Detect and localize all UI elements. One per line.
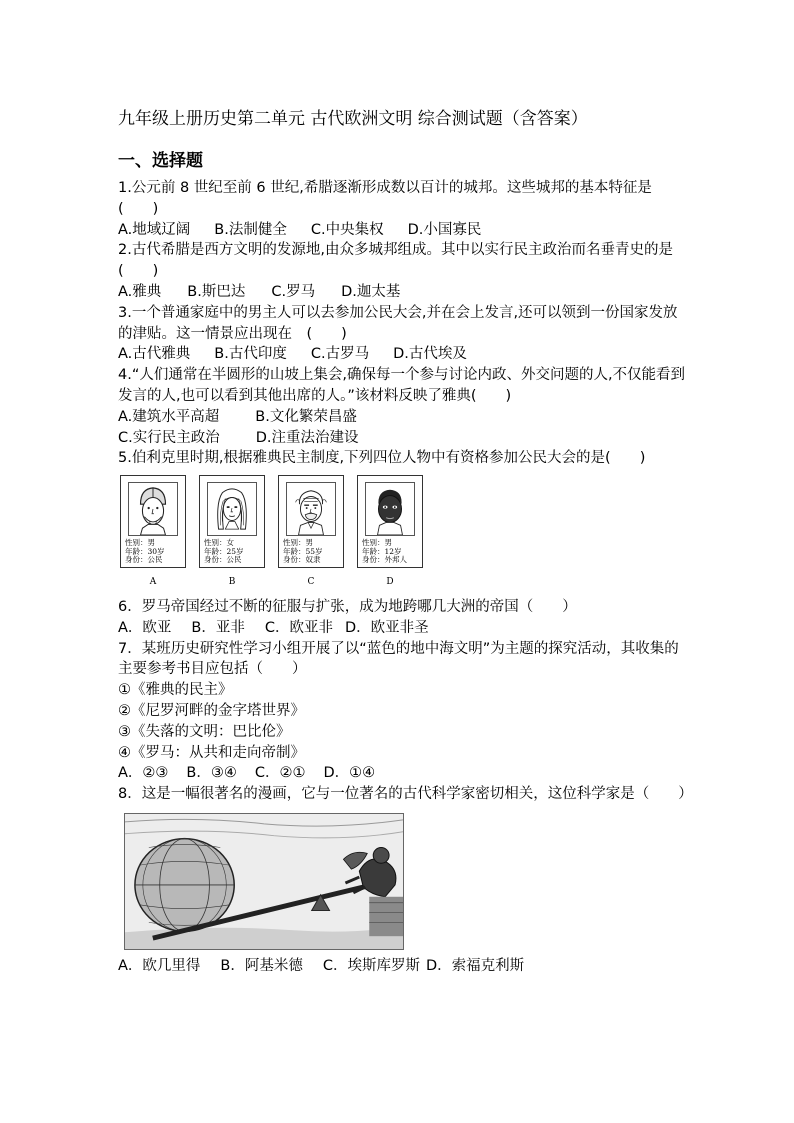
lever-cartoon-image — [124, 813, 404, 950]
option-c: C．埃斯库罗斯 — [322, 957, 420, 974]
option-row — [118, 282, 686, 303]
option-b: B.古代印度 — [214, 346, 287, 363]
question-stem: 7．某班历史研究性学习小组开展了以“蓝色的地中海文明”为主题的探究活动，其收集的主要参考书目应包括（ ） — [118, 640, 679, 678]
question-6 — [118, 597, 686, 639]
question-stem: 6．罗马帝国经过不断的征服与扩张，成为地跨哪几大洲的帝国（ ） — [118, 598, 577, 615]
question-stem: 8．这是一幅很著名的漫画，它与一位著名的古代科学家密切相关，这位科学家是（ ） — [118, 786, 693, 803]
option-row — [118, 763, 686, 784]
boy-portrait — [365, 482, 415, 536]
option-row — [118, 407, 686, 428]
option-a: A.雅典 — [118, 283, 162, 300]
question-7 — [118, 639, 686, 785]
option-row — [118, 428, 686, 449]
option-row — [118, 344, 686, 365]
option-a: A.建筑水平高超 — [118, 408, 220, 425]
person-info: 性别：男 年龄：12岁 身份：外邦人 — [362, 538, 407, 565]
option-d: D．欧亚非圣 — [345, 619, 429, 636]
section-heading: 一、选择题 — [118, 151, 203, 171]
option-a: A.古代雅典 — [118, 346, 191, 363]
option-a: A.地域辽阔 — [118, 221, 191, 238]
option-d: D.迦太基 — [341, 283, 401, 300]
question-stem: 2.古代希腊是西方文明的发源地,由众多城邦组成。其中以实行民主政治而名垂青史的是( ) — [118, 242, 673, 280]
option-b: B．亚非 — [191, 619, 245, 636]
option-row — [118, 220, 686, 241]
old-man-portrait — [286, 482, 336, 536]
book-item-2: ②《尼罗河畔的金字塔世界》 — [118, 702, 305, 719]
question-5 — [118, 448, 686, 593]
woman-portrait — [207, 482, 257, 536]
option-c: C.罗马 — [271, 283, 316, 300]
person-card-c — [276, 475, 346, 593]
option-c: C.中央集权 — [310, 221, 384, 238]
helmeted-man-portrait — [128, 482, 178, 536]
question-8 — [118, 784, 693, 977]
option-b: B.文化繁荣昌盛 — [255, 408, 357, 425]
option-row — [118, 956, 686, 977]
option-c: C.古罗马 — [310, 346, 370, 363]
option-d: D.注重法治建设 — [255, 429, 359, 446]
option-c: C.实行民主政治 — [118, 429, 220, 446]
page-title: 九年级上册历史第二单元 古代欧洲文明 综合测试题（含答案） — [118, 109, 588, 129]
option-c: C．②① — [254, 765, 306, 782]
person-card-b — [197, 475, 267, 593]
option-d: D.小国寡民 — [407, 221, 482, 238]
question-list — [118, 178, 693, 977]
person-info: 性别：男 年龄：55岁 身份：奴隶 — [283, 538, 323, 565]
book-item-4: ④《罗马：从共和走向帝制》 — [118, 744, 305, 761]
card-label: C — [307, 577, 315, 588]
option-b: B.法制健全 — [214, 221, 287, 238]
question-stem: 4.“人们通常在半圆形的山坡上集会,确保每一个参与讨论内政、外交问题的人,不仅能看到发言的人,也可以看到其他出席的人。”该材料反映了雅典( ) — [118, 367, 686, 404]
person-info: 性别：女 年龄：25岁 身份：公民 — [204, 538, 244, 565]
option-b: B．阿基米德 — [220, 957, 303, 974]
book-item-3: ③《失落的文明：巴比伦》 — [118, 723, 291, 740]
card-label: D — [386, 577, 394, 588]
person-info: 性别：男 年龄：30岁 身份：公民 — [125, 538, 165, 565]
option-row — [118, 618, 686, 639]
question-stem: 5.伯利克里时期,根据雅典民主制度,下列四位人物中有资格参加公民大会的是( ) — [118, 450, 646, 467]
card-label: A — [149, 577, 157, 588]
option-c: C．欧亚非 — [264, 619, 333, 636]
question-4 — [118, 365, 686, 448]
option-a: A．欧几里得 — [118, 957, 201, 974]
question-2 — [118, 240, 686, 302]
book-item-1: ①《雅典的民主》 — [118, 682, 233, 699]
person-card-a — [118, 475, 188, 593]
card-label: B — [228, 577, 236, 588]
option-a: A．欧亚 — [118, 619, 172, 636]
option-b: B.斯巴达 — [187, 283, 246, 300]
question-stem: 3.一个普通家庭中的男主人可以去参加公民大会,并在会上发言,还可以领到一份国家发放的津贴。这一情景应出现在 ( ) — [118, 304, 678, 342]
option-a: A．②③ — [118, 765, 169, 782]
option-d: D.古代埃及 — [393, 346, 467, 363]
portrait-figure — [118, 475, 686, 593]
question-3 — [118, 303, 686, 365]
option-b: B．③④ — [186, 765, 237, 782]
person-card-d — [355, 475, 425, 593]
question-stem: 1.公元前 8 世纪至前 6 世纪,希腊逐渐形成数以百计的城邦。这些城邦的基本特征是( ) — [118, 180, 652, 217]
question-1 — [118, 178, 686, 240]
option-d: D．索福克利斯 — [426, 957, 525, 974]
option-d: D．①④ — [323, 765, 376, 782]
